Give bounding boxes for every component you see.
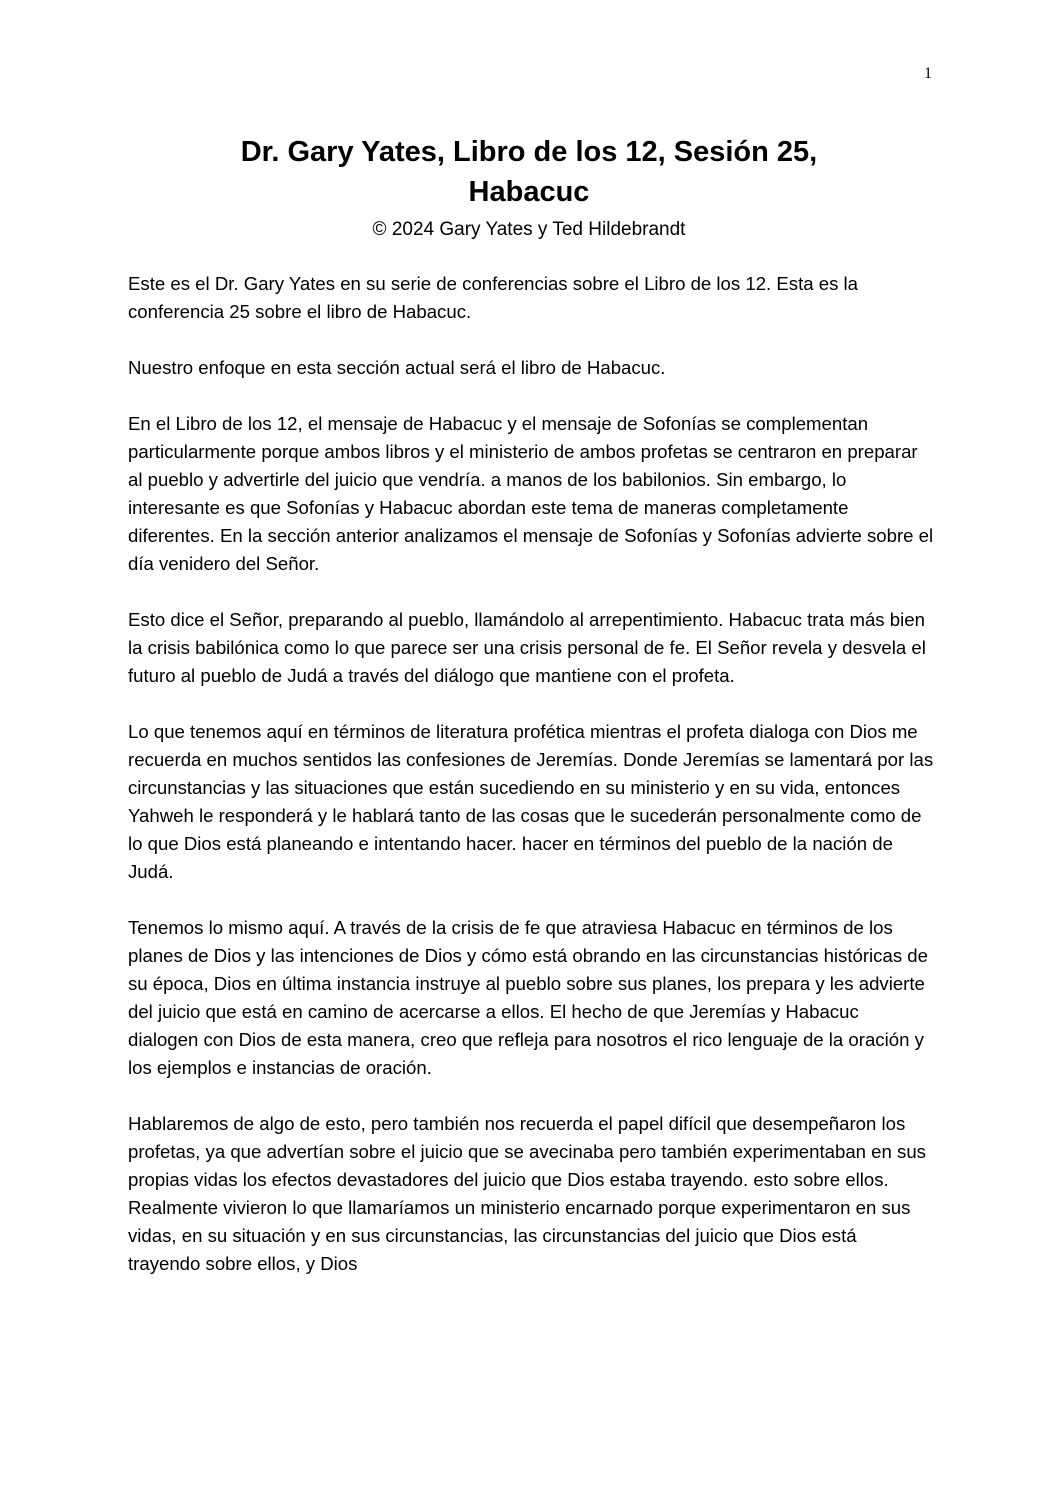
paragraph: En el Libro de los 12, el mensaje de Habacuc y el mensaje de Sofonías se complementan particularmente porque ambos libros y el ministerio de ambos profetas se centraron en preparar al pueblo y advertirle del juicio que vendría. a manos de los babilonios. Sin embargo, lo interesante es que Sofonías y Habacuc abordan este tema de maneras completamente diferentes. En la sección anterior analizamos el mensaje de Sofonías y Sofonías advierte sobre el día venidero del Señor.	[128, 413, 934, 574]
paragraph: Lo que tenemos aquí en términos de literatura profética mientras el profeta dialoga con Dios me recuerda en muchos sentidos las confesiones de Jeremías. Donde Jeremías se lamentará por las circunstancias y las situaciones que están sucediendo en su ministerio y en su vida, entonces Yahweh le responderá y le hablará tanto de las cosas que le sucederán personalmente como de lo que Dios está planeando e intentando hacer. hacer en términos del pueblo de la nación de Judá.	[128, 721, 934, 882]
paragraph: Este es el Dr. Gary Yates en su serie de conferencias sobre el Libro de los 12. Esta es la conferencia 25 sobre el libro de Habacuc.	[128, 273, 859, 322]
paragraph: Tenemos lo mismo aquí. A través de la crisis de fe que atraviesa Habacuc en términos de los planes de Dios y las intenciones de Dios y cómo está obrando en las circunstancias históricas de su época, Dios en última instancia instruye al pueblo sobre sus planes, los prepara y les advierte del juicio que está en camino de acercarse a ellos. El hecho de que Jeremías y Habacuc dialogen con Dios de esta manera, creo que refleja para nosotros el rico lenguaje de la oración y los ejemplos e instancias de oración.	[128, 917, 928, 1078]
title-line-2: Habacuc	[468, 176, 590, 208]
copyright-notice: © 2024 Gary Yates y Ted Hildebrandt	[372, 219, 686, 240]
paragraph: Nuestro enfoque en esta sección actual será el libro de Habacuc.	[128, 357, 666, 378]
title-line-1: Dr. Gary Yates, Libro de los 12, Sesión 25,	[240, 136, 818, 168]
document-body	[128, 270, 934, 1306]
paragraph: Esto dice el Señor, preparando al pueblo, llamándolo al arrepentimiento. Habacuc trata más bien la crisis babilónica como lo que parece ser una crisis personal de fe. El Señor revela y desvela el futuro al pueblo de Judá a través del diálogo que mantiene con el profeta.	[128, 609, 926, 686]
document-title	[128, 132, 930, 212]
page-number: 1	[924, 65, 932, 82]
paragraph: Hablaremos de algo de esto, pero también nos recuerda el papel difícil que desempeñaron los profetas, ya que advertían sobre el juicio que se avecinaba pero también experimentaban en sus propias vidas los efectos devastadores del juicio que Dios estaba trayendo. esto sobre ellos. Realmente vivieron lo que llamaríamos un ministerio encarnado porque experimentaron en sus vidas, en su situación y en sus circunstancias, las circunstancias del juicio que Dios está trayendo sobre ellos, y Dios	[128, 1113, 926, 1274]
